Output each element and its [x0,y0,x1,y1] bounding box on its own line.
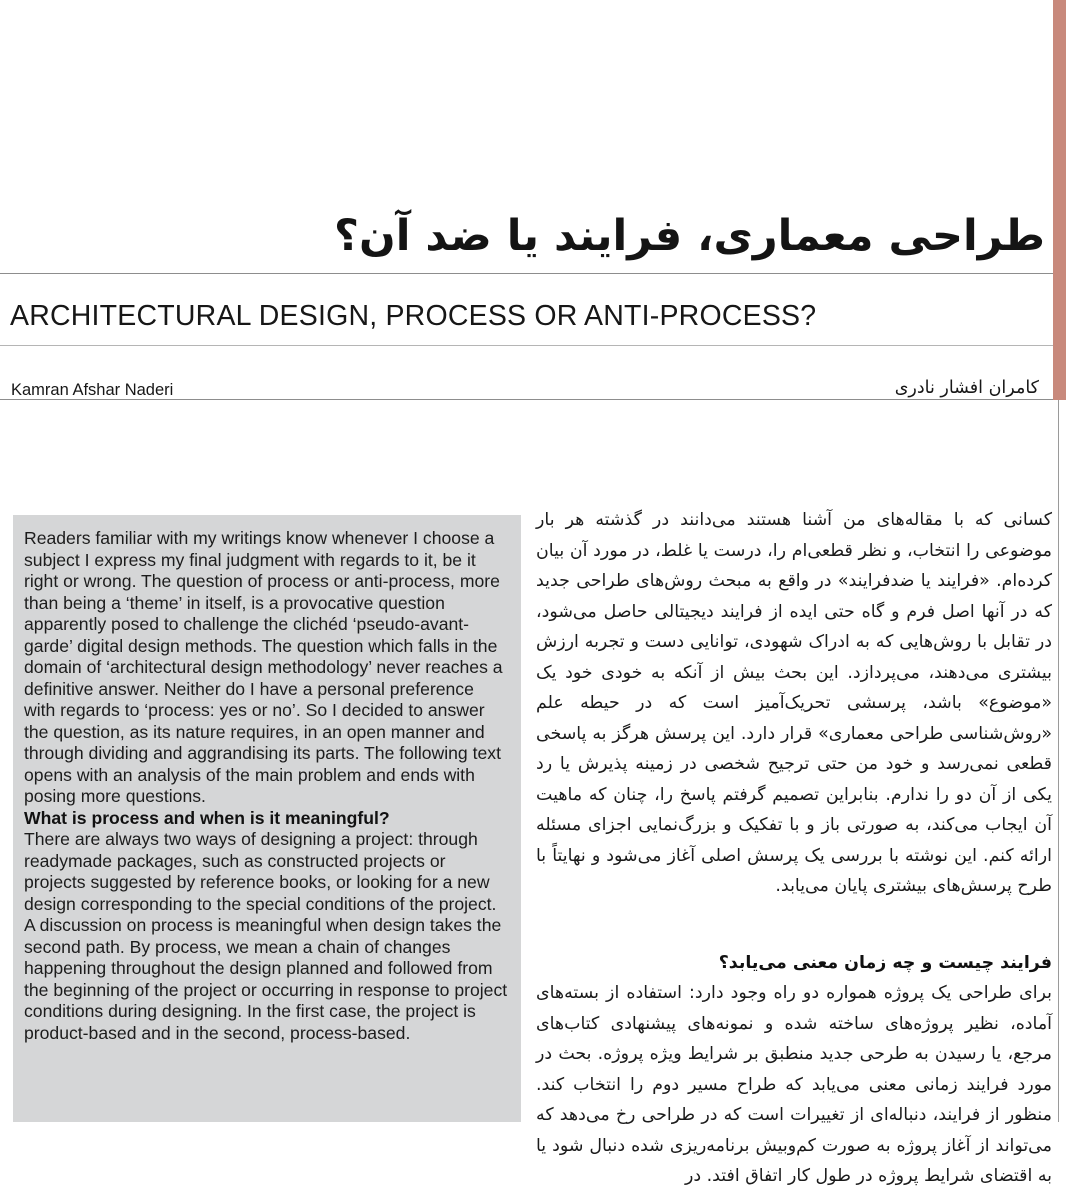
accent-edge-bar [1053,0,1066,400]
persian-section-heading: فرایند چیست و چه زمان معنی می‌یابد؟ [718,952,1052,973]
english-text-column [13,515,521,1122]
persian-intro-paragraph: کسانی که با مقاله‌های من آشنا هستند می‌دانند در گذشته هر بار موضوعی را انتخاب، و نظر قطعی‌ام را، درست یا غلط، در مورد آن بیان کرده‌ام. «فرایند یا ضدفرایند» در واقع به مبحث روش‌های طراحی جدید که در آنها اصل فرم و گاه حتی ایده از فرایند دیجیتالی حاصل می‌شود، در تقابل با روش‌هایی که به ادراک شهودی، توانایی دست و تجربه ارزش بیشتری می‌دهند، می‌پردازد. این بحث بیش از آنکه به خودی خود یک «موضوع» باشد، پرسشی تحریک‌آمیز است که در حیطه علم «روش‌شناسی طراحی معماری» قرار دارد. این پرسش هرگز به پاسخی قطعی نمی‌رسد و خود من حتی ترجیح شخصی در زمینه پذیرش یا رد یکی از آن دو را ندارم. بنابراین تصمیم گرفتم پاسخ را، چنان که ماهیت آن ایجاب می‌کند، به صورتی باز و با تفکیک و بزرگ‌نمایی اجزای مسئله ارائه کنم. این نوشته با بررسی یک پرسش اصلی آغاز می‌شود و نهایتاً با طرح پرسش‌های بیشتری پایان می‌یابد. [536,510,1052,896]
column-divider-rule [1058,400,1059,1122]
english-body-paragraph: There are always two ways of designing a project: through readymade packages, such as constructed projects or projects suggested by reference books, or looking for a new design corresponding to the special conditions of the project. A discussion on process is meaningful when design takes the second path. By process, we mean a chain of changes happening throughout the design planned and followed from the beginning of the project or occurring in response to project conditions during designing. In the first case, the project is product-based and in the second, process-based. [24,829,508,1043]
page-title-english: ARCHITECTURAL DESIGN, PROCESS OR ANTI-PROCESS? [10,300,817,332]
english-section-heading: What is process and when is it meaningful? [24,807,390,828]
header-rule-middle [0,345,1053,346]
page-title-persian: طراحی معماری، فرایند یا ضد آن؟ [334,211,1045,261]
persian-body-paragraph: برای طراحی یک پروژه همواره دو راه وجود دارد: استفاده از بسته‌های آماده، نظیر پروژه‌های ساخته شده و نمونه‌های پیشنهادی کتاب‌های مرجع، یا رسیدن به طرحی جدید منطبق بر شرایط ویژه پروژه. بحث در مورد فرایند زمانی معنی می‌یابد که طراح مسیر دوم را انتخاب کند. منظور از فرایند، دنباله‌ای از تغییرات است که در طراحی رخ می‌دهد که می‌تواند از آغاز پروژه به صورت کم‌وبیش برنامه‌ریزی شده دنبال شود یا به اقتضای شرایط پروژه در طول کار اتفاق افتد. در [536,983,1052,1186]
english-intro-paragraph: Readers familiar with my writings know whenever I choose a subject I express my final judgment with regards to it, be it right or wrong. The question of process or anti-process, more than being a ‘theme’ in itself, is a provocative question apparently posed to challenge the clichéd ‘pseudo-avant-garde’ digital design methods. The question which falls in the domain of ‘architectural design methodology’ never reaches a definitive answer. Neither do I have a personal preference with regards to ‘process: yes or no’. So I decided to answer the question, as its nature requires, in an open manner and through dividing and aggrandising its parts. The following text opens with an analysis of the main problem and ends with posing more questions. [24,528,503,806]
header-rule-bottom [0,399,1053,400]
persian-paragraph-spacer [536,902,1052,948]
author-byline-english: Kamran Afshar Naderi [11,381,174,399]
persian-text-column [536,505,1052,1186]
header-rule-top [0,273,1053,274]
author-byline-persian: کامران افشار نادری [894,378,1039,398]
masthead [0,0,1053,400]
